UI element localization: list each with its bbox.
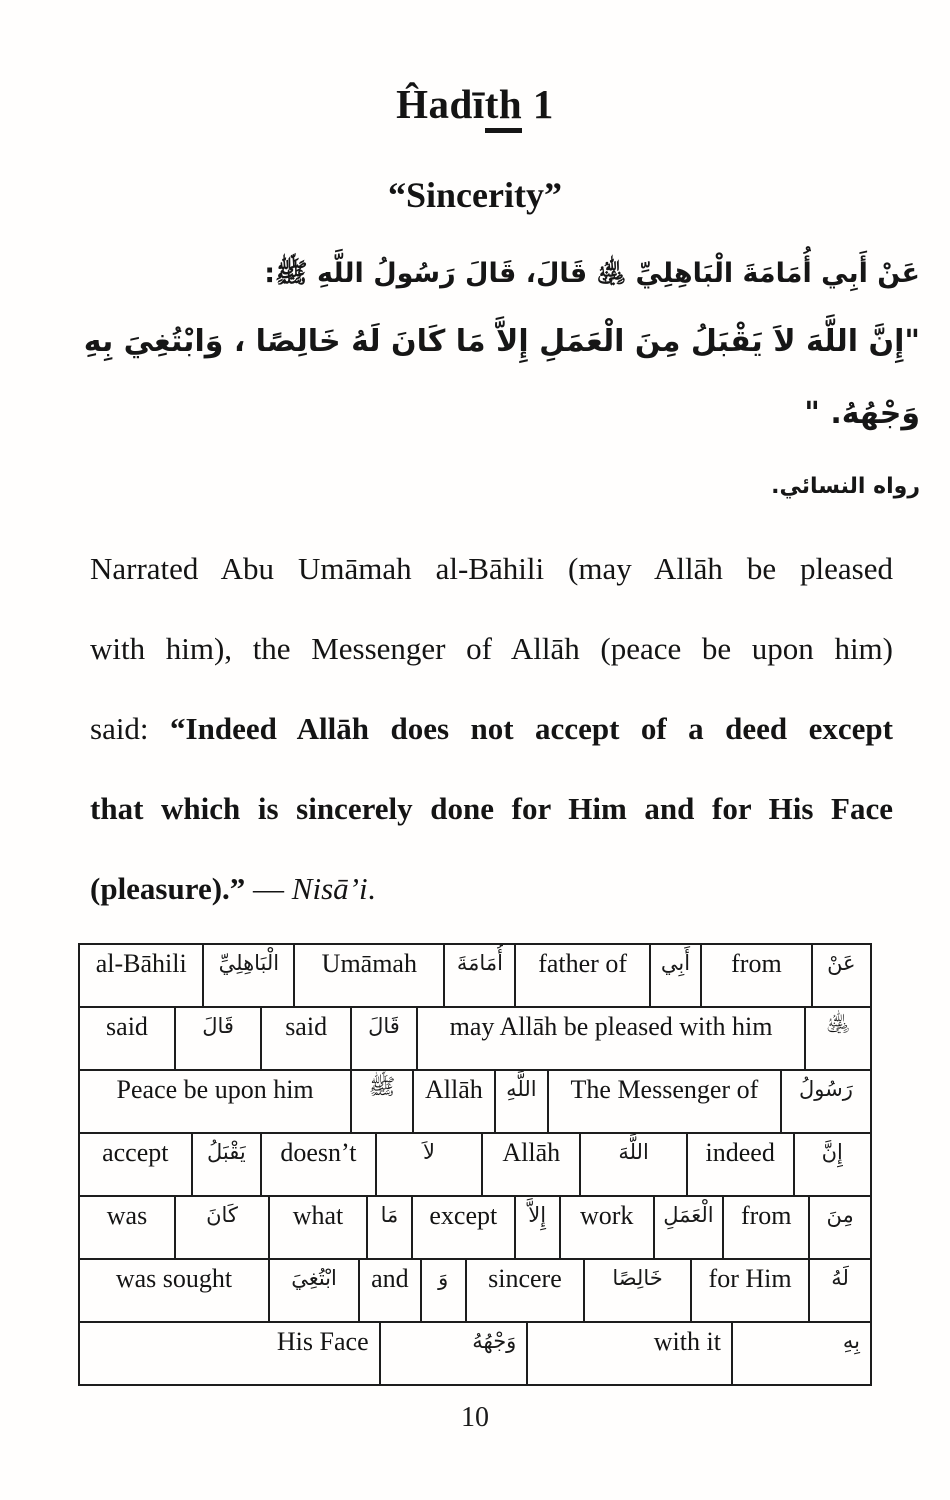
table-cell: بِهِ bbox=[731, 1323, 870, 1384]
table-cell: except bbox=[411, 1197, 514, 1258]
translation-line bbox=[90, 869, 893, 909]
translation-line bbox=[90, 789, 893, 869]
table-cell: مِنَ bbox=[808, 1197, 870, 1258]
table-cell: said bbox=[260, 1008, 350, 1069]
translation-segment: with him), the Messenger of Allāh (peace be upon him) bbox=[90, 630, 893, 666]
table-cell: قَالَ bbox=[350, 1008, 416, 1069]
translation-segment: Nisā’i bbox=[291, 870, 368, 906]
table-cell: قَالَ bbox=[174, 1008, 260, 1069]
table-cell: Allāh bbox=[481, 1134, 579, 1195]
arabic-quote-line-2: وَجْهُهُ. " bbox=[804, 396, 920, 432]
table-cell: with it bbox=[526, 1323, 731, 1384]
table-cell: and bbox=[358, 1260, 420, 1321]
table-row bbox=[80, 1006, 870, 1069]
table-cell: لَهُ bbox=[808, 1260, 870, 1321]
table-cell: إِنَّ bbox=[793, 1134, 870, 1195]
table-cell: أَبِي bbox=[649, 945, 700, 1006]
title-pre: Ĥadī bbox=[396, 81, 485, 127]
table-cell: رَسُولُ bbox=[780, 1071, 870, 1132]
table-cell: al-Bāhili bbox=[95, 948, 187, 978]
table-cell: from bbox=[722, 1197, 808, 1258]
chapter-subtitle: “Sincerity” bbox=[388, 175, 562, 215]
table-cell: اللَّهَ bbox=[579, 1134, 686, 1195]
title-post: 1 bbox=[522, 81, 554, 127]
translation-segment: Narrated Abu Umāmah al-Bāhili (may Allāh be pleased bbox=[90, 550, 893, 586]
translation-line bbox=[90, 629, 893, 709]
table-cell: said bbox=[106, 1011, 148, 1041]
table-cell: father of bbox=[514, 945, 648, 1006]
table-cell: The Messenger of bbox=[547, 1071, 780, 1132]
table-cell: was sought bbox=[115, 1263, 233, 1293]
translation-segment: that which is sincerely done for Him and for His Face bbox=[90, 790, 893, 826]
table-cell: His Face bbox=[276, 1326, 369, 1356]
table-row bbox=[80, 1195, 870, 1258]
table-cell: الْعَمَلِ bbox=[653, 1197, 723, 1258]
translation-line bbox=[90, 709, 893, 789]
table-cell: مَا bbox=[366, 1197, 411, 1258]
table-cell: الْبَاهِلِيِّ bbox=[202, 945, 293, 1006]
table-cell: كَانَ bbox=[174, 1197, 268, 1258]
translation-segment: said: bbox=[90, 710, 171, 746]
table-cell: لاَ bbox=[375, 1134, 482, 1195]
table-cell: sincere bbox=[465, 1260, 584, 1321]
english-translation-paragraph bbox=[90, 549, 893, 909]
table-cell: Umāmah bbox=[293, 945, 443, 1006]
table-cell: Allāh bbox=[412, 1071, 494, 1132]
translation-line bbox=[90, 549, 893, 629]
table-cell: work bbox=[559, 1197, 653, 1258]
table-cell: Peace be upon him bbox=[116, 1074, 314, 1104]
arabic-quote-line-1: "إِنَّ اللَّهَ لاَ يَقْبَلُ مِنَ الْعَمَلِ إِلاَّ مَا كَانَ لَهُ خَالِصًا ، وَابْتُغِيَ بِهِ bbox=[83, 323, 920, 359]
table-cell: was bbox=[106, 1200, 148, 1230]
table-cell: accept bbox=[102, 1137, 169, 1167]
page-number: 10 bbox=[461, 1402, 489, 1433]
arabic-isnad-line: عَنْ أَبِي أُمَامَةَ الْبَاهِلِيِّ ﵁ قَالَ، قَالَ رَسُولُ اللَّهِ ﷺ: bbox=[264, 258, 920, 289]
table-cell: indeed bbox=[686, 1134, 793, 1195]
honorific-symbol-cell: ﵁ bbox=[804, 1008, 870, 1069]
translation-segment: (pleasure).” bbox=[90, 870, 246, 906]
table-cell: ابْتُغِيَ bbox=[268, 1260, 358, 1321]
translation-segment: “Indeed Allāh does not accept of a deed except bbox=[170, 710, 893, 746]
table-row bbox=[80, 945, 870, 1006]
table-cell: وَ bbox=[420, 1260, 465, 1321]
table-cell: doesn’t bbox=[260, 1134, 375, 1195]
table-row bbox=[80, 1132, 870, 1195]
vocab-table bbox=[78, 943, 872, 1386]
table-cell: may Allāh be pleased with him bbox=[416, 1008, 805, 1069]
table-cell: what bbox=[268, 1197, 366, 1258]
translation-segment: — bbox=[245, 870, 292, 906]
table-cell: يَقْبَلُ bbox=[191, 1134, 261, 1195]
title-underlined-part: th bbox=[485, 81, 522, 133]
table-cell: عَنْ bbox=[811, 945, 870, 1006]
honorific-symbol-cell: ﷺ bbox=[350, 1071, 412, 1132]
table-row bbox=[80, 1069, 870, 1132]
table-cell: اللَّهِ bbox=[494, 1071, 547, 1132]
table-cell: for Him bbox=[690, 1260, 809, 1321]
table-cell: from bbox=[700, 945, 811, 1006]
table-cell: وَجْهُهُ bbox=[379, 1323, 527, 1384]
table-row bbox=[80, 1258, 870, 1321]
table-cell: أُمَامَةَ bbox=[443, 945, 514, 1006]
table-cell: خَالِصًا bbox=[583, 1260, 690, 1321]
hadith-source-attribution: رواه النسائي. bbox=[771, 473, 920, 499]
translation-segment: . bbox=[367, 870, 376, 906]
arabic-hadith-block bbox=[60, 252, 920, 505]
table-row bbox=[80, 1321, 870, 1384]
page-title bbox=[0, 0, 950, 128]
table-cell: إِلاَّ bbox=[514, 1197, 559, 1258]
